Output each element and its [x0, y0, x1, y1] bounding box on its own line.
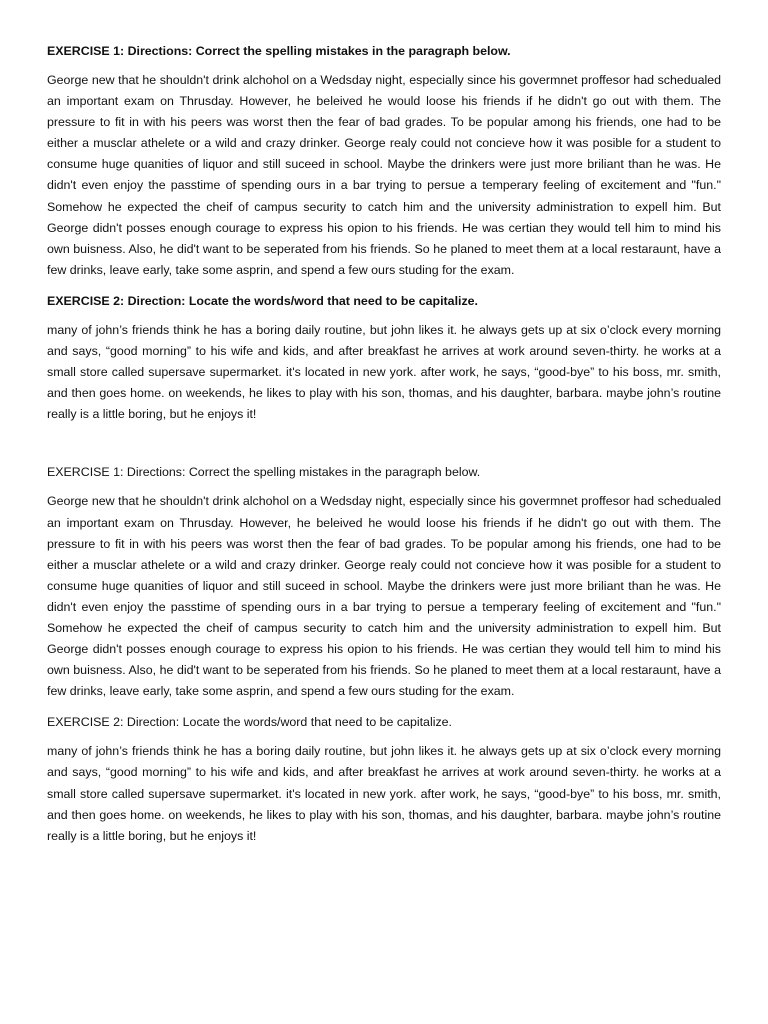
document-page	[47, 42, 721, 847]
exercise-1-heading: EXERCISE 1: Directions: Correct the spelling mistakes in the paragraph below.	[47, 44, 511, 58]
exercise-2-heading: EXERCISE 2: Direction: Locate the words/word that need to be capitalize.	[47, 715, 452, 730]
exercise-1-paragraph: George new that he shouldn't drink alchohol on a Wedsday night, especially since his govermnet proffesor had schedualed an important exam on Thrusday. However, he beleived he would loose his friends if he didn't go out with them. The pressure to fit in with his peers was worst then the fear of bad grades. To be popular among his friends, one had to be either a musclar athelete or a wild and crazy drinker. George realy could not concieve how it was posible for a student to consume huge quanities of liquor and still suceed in school. Maybe the drinkers were just more briliant than he was. He didn't even enjoy the passtime of spending ours in a bar trying to persue a temperary feeling of excitement and "fun." Somehow he expected the cheif of campus security to catch him and the university administration to expell him. But George didn't posses enough courage to express his opion to his friends. He was certian they would tell him to mind his own buisness. Also, he did't want to be seperated from his friends. So he planed to meet them at a local restaraunt, have a few drinks, leave early, take some asprin, and spend a few ours studing for the exam.	[47, 494, 721, 699]
worksheet-section-bold	[47, 42, 721, 425]
exercise-1-paragraph: George new that he shouldn't drink alchohol on a Wedsday night, especially since his govermnet proffesor had schedualed an important exam on Thrusday. However, he beleived he would loose his friends if he didn't go out with them. The pressure to fit in with his peers was worst then the fear of bad grades. To be popular among his friends, one had to be either a musclar athelete or a wild and crazy drinker. George realy could not concieve how it was posible for a student to consume huge quanities of liquor and still suceed in school. Maybe the drinkers were just more briliant than he was. He didn't even enjoy the passtime of spending ours in a bar trying to persue a temperary feeling of excitement and "fun." Somehow he expected the cheif of campus security to catch him and the university administration to expell him. But George didn't posses enough courage to express his opion to his friends. He was certian they would tell him to mind his own buisness. Also, he did't want to be seperated from his friends. So he planed to meet them at a local restaraunt, have a few drinks, leave early, take some asprin, and spend a few ours studing for the exam.	[47, 73, 721, 277]
exercise-2-paragraph: many of john’s friends think he has a boring daily routine, but john likes it. he always gets up at six o’clock every morning and says, “good morning” to his wife and kids, and after breakfast he arrives at work around seven-thirty. he works at a small store called supersave supermarket. it's located in new york. after work, he says, “good-bye” to his boss, mr. smith, and then goes home. on weekends, he likes to play with his son, thomas, and his daughter, barbara. maybe john’s routine really is a little boring, but he enjoys it!	[47, 744, 721, 843]
exercise-2-heading: EXERCISE 2: Direction: Locate the words/word that need to be capitalize.	[47, 293, 478, 308]
worksheet-section-plain	[47, 463, 721, 846]
exercise-1-heading: EXERCISE 1: Directions: Correct the spelling mistakes in the paragraph below.	[47, 465, 481, 480]
exercise-2-paragraph: many of john’s friends think he has a boring daily routine, but john likes it. he always gets up at six o’clock every morning and says, “good morning” to his wife and kids, and after breakfast he arrives at work around seven-thirty. he works at a small store called supersave supermarket. it's located in new york. after work, he says, “good-bye” to his boss, mr. smith, and then goes home. on weekends, he likes to play with his son, thomas, and his daughter, barbara. maybe john’s routine really is a little boring, but he enjoys it!	[47, 322, 721, 422]
